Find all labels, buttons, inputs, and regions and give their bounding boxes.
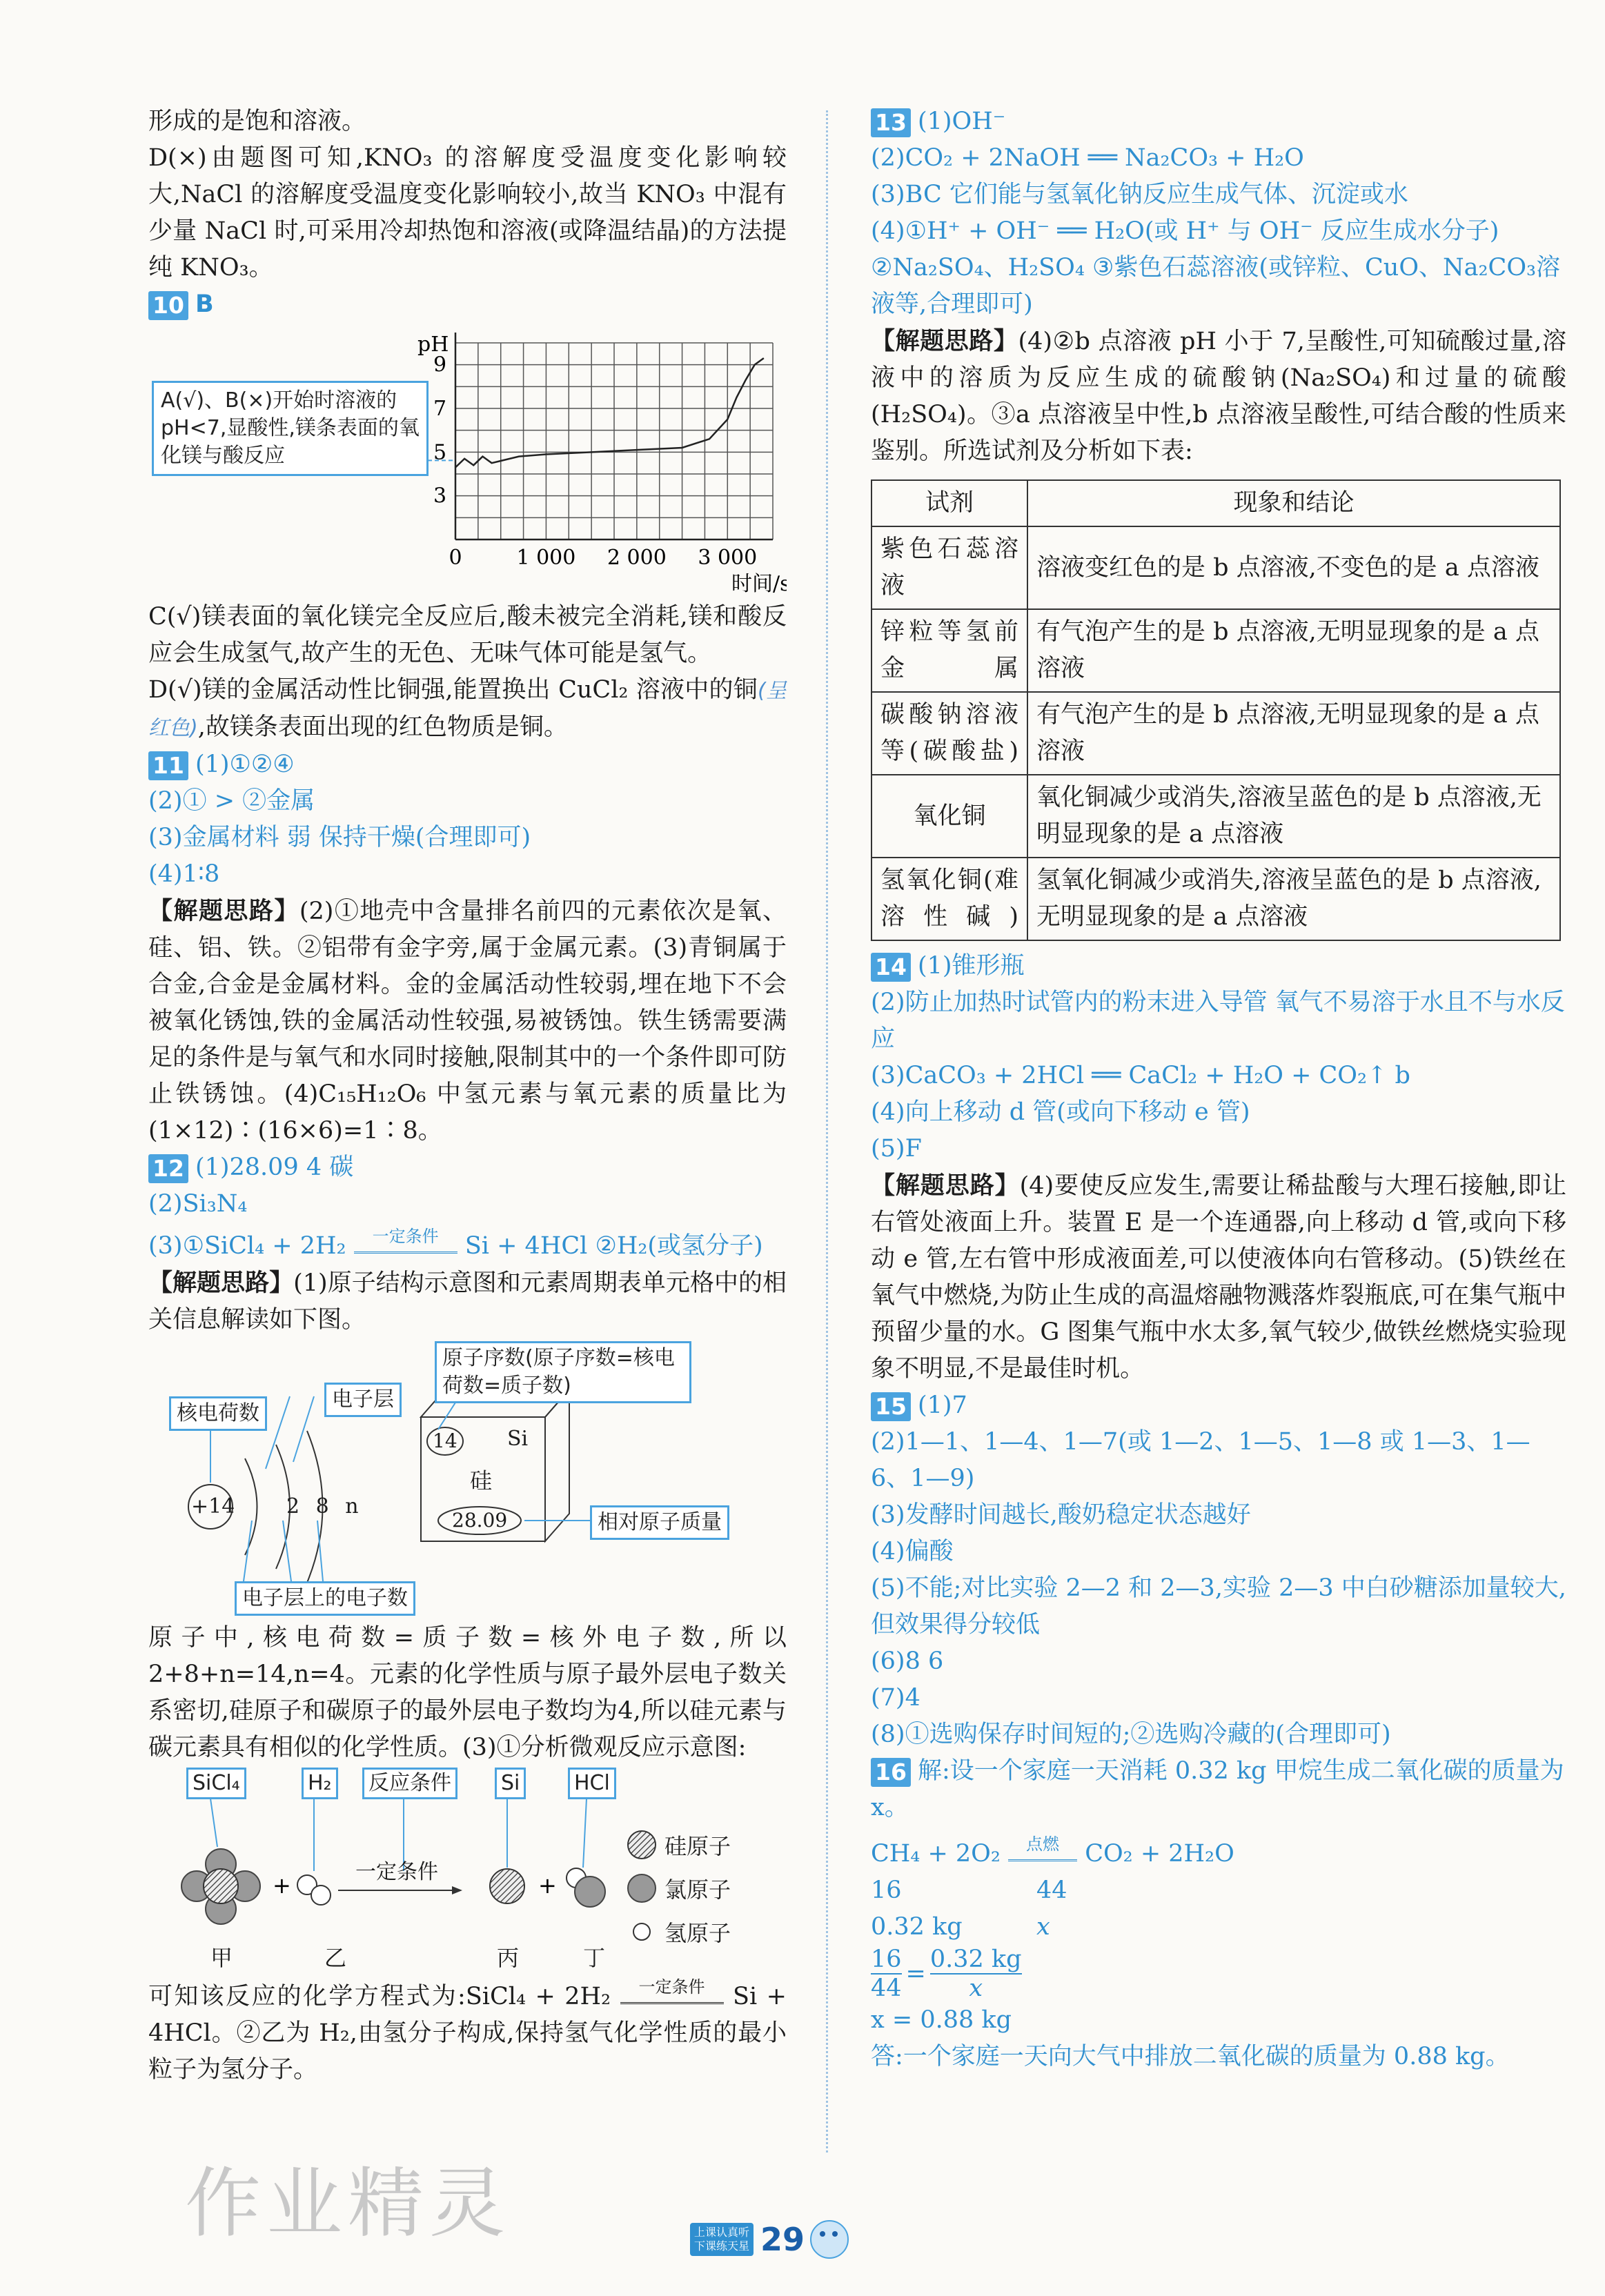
molecule-name: 丙	[497, 1945, 520, 1971]
left-column	[148, 103, 787, 2088]
column-divider	[826, 110, 828, 2152]
cell-name: 硅	[470, 1467, 493, 1494]
question-16	[871, 1753, 1566, 2075]
answer: (4)①H⁺ + OH⁻ ══ H₂O(或 H⁺ 与 OH⁻ 反应生成水分子)	[871, 217, 1499, 245]
reaction-condition: 一定条件	[638, 1977, 705, 1997]
table-row	[872, 692, 1560, 775]
equation-left: (3)①SiCl₄ + 2H₂	[148, 1232, 346, 1260]
numerator: 0.32 kg	[929, 1946, 1022, 1973]
question-number: 14	[871, 953, 911, 982]
paragraph: 形成的是饱和溶液。	[148, 108, 366, 135]
numerator: 16	[871, 1946, 902, 1973]
fraction	[871, 1946, 902, 2002]
answer: (3)CaCO₃ + 2HCl ══ CaCl₂ + H₂O + CO₂↑ b	[871, 1062, 1410, 1089]
answer: (5)不能;对比实验 2—2 和 2—3,实验 2—3 中白砂糖添加量较大,但效果得分较低	[871, 1574, 1566, 1639]
value: 16	[871, 1877, 902, 1904]
question-11	[148, 746, 787, 1149]
result: x = 0.88 kg	[871, 2006, 1012, 2034]
answer: (1)①②④	[195, 751, 295, 778]
reaction-arrow	[620, 1977, 724, 2004]
question-number: 13	[871, 108, 911, 137]
answer: (2)防止加热时试管内的粉末进入导管 氧气不易溶于水且不与水反应	[871, 989, 1565, 1053]
denominator: 44	[871, 1975, 902, 2002]
answer: (5)F	[871, 1135, 922, 1162]
svg-text:+: +	[538, 1872, 557, 1899]
solution-text: 原子中,核电荷数=质子数=核外电子数,所以 2+8+n=14,n=4。元素的化学性质与原子最外层电子数关系密切,硅原子和碳原子的最外层电子数均为4,所以硅元素与碳元素具有相似的化学性质。(3)①分析微观反应示意图:	[148, 1624, 787, 1761]
ratio-row	[871, 1909, 1566, 1946]
denominator: x	[930, 1973, 1022, 2002]
text: 可知该反应的化学方程式为:SiCl₄ + 2H₂	[148, 1983, 611, 2010]
svg-text:+: +	[273, 1872, 291, 1899]
table-cell: 氧化铜	[872, 775, 1027, 858]
equation-right: CO₂ + 2H₂O	[1085, 1840, 1234, 1868]
table-row	[872, 775, 1560, 858]
question-10	[148, 286, 787, 323]
slogan: 上课认真听	[694, 2226, 750, 2239]
x-tick-label: 0	[449, 546, 462, 570]
answer: (8)①选购保存时间短的;②选购冷藏的(合理即可)	[871, 1721, 1391, 1748]
equation-right: Si + 4HCl ②H₂(或氢分子)	[464, 1232, 763, 1260]
table-cell: 有气泡产生的是 b 点溶液,无明显现象的是 a 点溶液	[1027, 609, 1560, 692]
solution	[871, 1167, 1566, 1387]
answer: ②Na₂SO₄、H₂SO₄ ③紫色石蕊溶液(或锌粒、CuO、Na₂CO₃溶液等,合理即可)	[871, 254, 1561, 318]
question-number: 16	[871, 1758, 911, 1787]
value: 44	[1036, 1877, 1067, 1904]
label-box: 电子层	[324, 1383, 402, 1417]
table-cell: 氧化铜减少或消失,溶液呈蓝色的是 b 点溶液,无明显现象的是 a 点溶液	[1027, 775, 1560, 858]
condition-label: 反应条件	[362, 1768, 457, 1799]
table-cell: 氢氧化铜减少或消失,溶液呈蓝色的是 b 点溶液,无明显现象的是 a 点溶液	[1027, 858, 1560, 940]
table-header: 现象和结论	[1027, 480, 1560, 526]
fraction	[930, 1946, 1022, 2002]
nucleus-charge: +14	[191, 1494, 235, 1518]
answer: (6)8 6	[871, 1647, 944, 1675]
table-row	[872, 526, 1560, 609]
molecule-name: 丁	[583, 1945, 606, 1971]
solution-label: 【解题思路】	[148, 897, 299, 925]
solution-label: 【解题思路】	[148, 1269, 294, 1297]
x-tick-label: 2 000	[607, 546, 667, 570]
answer: (2)① > ②金属	[148, 787, 315, 815]
solution-label: 【解题思路】	[871, 327, 1018, 355]
question-13	[871, 103, 1566, 941]
answer: (3)BC 它们能与氢氧化钠反应生成气体、沉淀或水	[871, 181, 1408, 208]
shell-electrons: 2 8 n	[286, 1494, 359, 1518]
atom-structure-figure	[148, 1341, 787, 1617]
ph-chart-figure	[148, 326, 787, 595]
solution-text	[148, 1979, 787, 2088]
molecule-label: H₂	[302, 1768, 338, 1799]
value: 0.32 kg	[871, 1913, 963, 1941]
answer	[148, 1228, 787, 1265]
question-number: 11	[148, 751, 188, 780]
y-tick-label: 3	[433, 484, 447, 508]
legend-label: 氯原子	[664, 1877, 731, 1903]
equation	[871, 1836, 1566, 1872]
legend-label: 硅原子	[664, 1833, 731, 1859]
value: x	[1036, 1913, 1050, 1941]
label-box: 核电荷数	[169, 1396, 267, 1431]
question-15	[871, 1387, 1566, 1753]
reaction-micro-figure	[148, 1768, 787, 1975]
x-tick-label: 3 000	[698, 546, 758, 570]
paragraph: C(√)镁表面的氧化镁完全反应后,酸未被完全消耗,镁和酸反应会生成氢气,故产生的无色、无味气体可能是氢气。	[148, 603, 787, 667]
reaction-condition: 一定条件	[372, 1227, 439, 1246]
label-box: 相对原子质量	[590, 1505, 729, 1540]
paragraph: D(×)由题图可知,KNO₃ 的溶解度受温度变化影响较大,NaCl 的溶解度受温度变化影响较小,故当 KNO₃ 中混有少量 NaCl 时,可采用冷却热饱和溶液(或降温结晶)的方法提纯 KNO₃。	[148, 144, 787, 281]
y-axis-label: pH	[417, 333, 449, 357]
text: D(√)镁的金属活动性比铜强,能置换出 CuCl₂ 溶液中的铜	[148, 676, 758, 704]
molecule-label: Si	[495, 1768, 526, 1799]
table-header: 试剂	[872, 480, 1027, 526]
text: Si + 4HCl。②乙为 H₂,由氢分子构成,保持氢气化学性质的最小粒子为氢分子。	[148, 1983, 787, 2084]
slogan-badge	[690, 2223, 754, 2256]
solution	[148, 893, 787, 1149]
paragraph	[148, 672, 787, 746]
answer: (1)锥形瓶	[917, 952, 1025, 980]
slogan: 下课练天星	[694, 2239, 750, 2253]
table-row	[872, 858, 1560, 940]
watermark: 作业精灵	[185, 2159, 511, 2248]
answer: (4)1∶8	[148, 860, 220, 888]
answer: (3)发酵时间越长,酸奶稳定状态越好	[871, 1501, 1251, 1529]
molecule-name: 乙	[324, 1945, 347, 1971]
answer: (1)28.09 4 碳	[195, 1154, 354, 1181]
reaction-arrow	[1008, 1834, 1077, 1861]
cell-symbol: Si	[507, 1427, 529, 1451]
final-answer: 答:一个家庭一天向大气中排放二氧化碳的质量为 0.88 kg。	[871, 2043, 1510, 2070]
solution-text: (4)②b 点溶液 pH 小于 7,呈酸性,可知硫酸过量,溶液中的溶质为反应生成的硫酸钠(Na₂SO₄)和过量的硫酸(H₂SO₄)。③a 点溶液呈中性,b 点溶液呈酸性,可结合酸的性质来鉴别。所选试剂及分析如下表:	[871, 328, 1566, 465]
reaction-condition: 点燃	[1026, 1834, 1060, 1854]
question-number: 15	[871, 1392, 911, 1421]
text: ,故镁条表面出现的红色物质是铜。	[197, 713, 568, 741]
page-number: 29	[760, 2220, 805, 2258]
question-number: 10	[148, 291, 188, 320]
chart-annotation: A(√)、B(×)开始时溶液的pH<7,显酸性,镁条表面的氧化镁与酸反应	[152, 381, 429, 476]
legend-label: 氢原子	[664, 1920, 731, 1946]
table-cell: 锌粒等氢前金属	[872, 609, 1027, 692]
table-cell: 紫色石蕊溶液	[872, 526, 1027, 609]
answer: B	[195, 290, 214, 318]
table-cell: 有气泡产生的是 b 点溶液,无明显现象的是 a 点溶液	[1027, 692, 1560, 775]
solution-label: 【解题思路】	[871, 1171, 1020, 1200]
cell-number: 14	[433, 1429, 457, 1452]
solution-text: (2)①地壳中含量排名前四的元素依次是氧、硅、铝、铁。②铝带有金字旁,属于金属元素。(3)青铜属于合金,合金是金属材料。金的金属活动性较弱,埋在地下不会被氧化锈蚀,铁的金属活动性较强,易被锈蚀。铁生锈需要满足的条件是与氧气和水同时接触,限制其中的一个条件即可防止铁锈蚀。(4)C₁₅H₁₂O₆ 中氢元素与氧元素的质量比为(1×12)∶(16×6)=1∶8。	[148, 898, 787, 1145]
solution	[148, 1265, 787, 1338]
answer: (1)OH⁻	[917, 108, 1006, 135]
molecule-label: HCl	[568, 1768, 616, 1799]
answer: (3)金属材料 弱 保持干燥(合理即可)	[148, 824, 531, 851]
solution	[871, 323, 1566, 470]
table-cell: 碳酸钠溶液等(碳酸盐)	[872, 692, 1027, 775]
answer: (2)1—1、1—4、1—7(或 1—2、1—5、1—8 或 1—3、1—6、1—9)	[871, 1428, 1530, 1492]
answer: (7)4	[871, 1684, 920, 1712]
question-12	[148, 1149, 787, 2088]
reagent-table	[871, 479, 1561, 941]
answer: (2)Si₃N₄	[148, 1190, 248, 1218]
answer: (4)偏酸	[871, 1538, 954, 1565]
mascot-icon	[810, 2220, 849, 2259]
label-box: 原子序数(原子序数=核电荷数=质子数)	[435, 1341, 691, 1403]
answer: (1)7	[917, 1392, 967, 1419]
question-number: 12	[148, 1154, 188, 1183]
reaction-arrow	[354, 1227, 457, 1254]
table-row	[872, 609, 1560, 692]
table-cell: 溶液变红色的是 b 点溶液,不变色的是 a 点溶液	[1027, 526, 1560, 609]
label-box: 电子层上的电子数	[235, 1581, 415, 1616]
question-14	[871, 948, 1566, 1387]
page-footer	[690, 2220, 849, 2259]
solution-text: (1)原子结构示意图和元素周期表单元格中的相关信息解读如下图。	[148, 1269, 787, 1334]
answer: (2)CO₂ + 2NaOH ══ Na₂CO₃ + H₂O	[871, 144, 1304, 172]
x-axis-label: 时间/s	[731, 572, 787, 595]
solution-intro: 解:设一个家庭一天消耗 0.32 kg 甲烷生成二氧化碳的质量为 x。	[871, 1757, 1564, 1821]
y-tick-label: 5	[433, 440, 447, 465]
right-column	[871, 103, 1566, 2075]
ph-series-line	[455, 358, 764, 467]
table-cell: 氢氧化铜(难溶性碱)	[872, 858, 1027, 940]
proportion: $\frac{16}{44}$ = $\frac{0.32 kg}{x}$	[871, 1946, 1022, 2002]
y-tick-label: 7	[433, 397, 447, 421]
solution-text: (4)要使反应发生,需要让稀盐酸与大理石接触,即让右管处液面上升。装置 E 是一个连通器,向上移动 d 管,或向下移动 e 管,左右管中形成液面差,可以使液体向右管移动。(5)铁丝在氧气中燃烧,为防止生成的高温熔融物溅落炸裂瓶底,可在集气瓶中预留少量的水。G 图集气瓶中水太多,氧气较少,做铁丝燃烧实验现象不明显,不是最佳时机。	[871, 1172, 1566, 1383]
reaction-condition: 一定条件	[355, 1860, 438, 1884]
ratio-row	[871, 1872, 1566, 1909]
handwritten-note: (呈红色)	[148, 679, 787, 740]
y-tick-label: 9	[433, 353, 447, 377]
cell-mass: 28.09	[452, 1509, 508, 1532]
molecule-name: 甲	[210, 1945, 233, 1971]
molecule-label: SiCl₄	[186, 1768, 246, 1799]
answer: (4)向上移动 d 管(或向下移动 e 管)	[871, 1098, 1250, 1126]
equation-left: CH₄ + 2O₂	[871, 1840, 1001, 1868]
x-tick-label: 1 000	[516, 546, 576, 570]
